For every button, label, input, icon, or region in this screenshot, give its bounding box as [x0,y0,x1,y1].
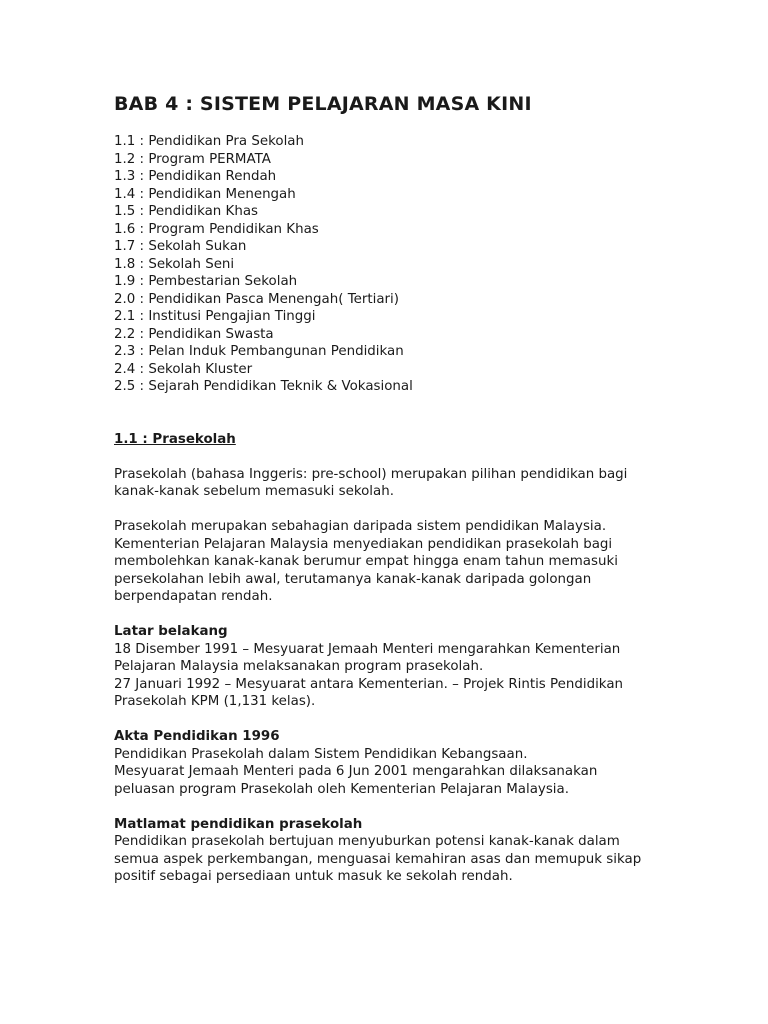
background-block [114,623,674,711]
toc-item: 1.7 : Sekolah Sukan [114,239,247,254]
toc-item: 2.4 : Sekolah Kluster [114,361,253,377]
goal-block [114,816,674,886]
paragraph-line: Prasekolah (bahasa Inggeris: pre-school) merupakan pilihan pendidikan bagi [114,466,628,482]
intro-paragraph [114,466,674,501]
goal-body [114,833,674,886]
toc-item: 1.3 : Pendidikan Rendah [114,169,277,184]
toc-item: 2.1 : Institusi Pengajian Tinggi [114,309,316,324]
paragraph-line: membolehkan kanak-kanak berumur empat hingga enam tahun memasuki [114,554,618,569]
paragraph-line: Mesyuarat Jemaah Menteri pada 6 Jun 2001 mengarahkan dilaksanakan [114,764,598,779]
toc-item: 1.4 : Pendidikan Menengah [114,186,296,202]
background-body [114,641,674,711]
toc-item: 1.9 : Pembestarian Sekolah [114,274,298,289]
paragraph-line: persekolahan lebih awal, terutamanya kanak-kanak daripada golongan [114,571,592,587]
paragraph-line: 18 Disember 1991 – Mesyuarat Jemaah Menteri mengarahkan Kementerian [114,641,621,657]
act-block [114,728,674,798]
toc-item: 1.1 : Pendidikan Pra Sekolah [114,134,304,149]
toc-item: 2.5 : Sejarah Pendidikan Teknik & Vokasional [114,379,413,394]
toc-item: 2.2 : Pendidikan Swasta [114,326,274,342]
paragraph-line: Kementerian Pelajaran Malaysia menyediakan pendidikan prasekolah bagi [114,536,613,552]
act-body [114,746,674,799]
act-heading: Akta Pendidikan 1996 [114,729,280,744]
paragraph-line: Pendidikan prasekolah bertujuan menyuburkan potensi kanak-kanak dalam [114,834,620,849]
system-paragraph [114,518,674,606]
paragraph-line: Pelajaran Malaysia melaksanakan program prasekolah. [114,659,484,674]
toc-item: 1.5 : Pendidikan Khas [114,204,259,219]
paragraph-line: semua aspek perkembangan, menguasai kemahiran asas dan memupuk sikap [114,851,642,867]
paragraph-line: kanak-kanak sebelum memasuki sekolah. [114,484,394,499]
paragraph-line: 27 Januari 1992 – Mesyuarat antara Kementerian. – Projek Rintis Pendidikan [114,676,624,692]
paragraph-line: Prasekolah KPM (1,131 kelas). [114,694,316,709]
paragraph-line: Prasekolah merupakan sebahagian daripada sistem pendidikan Malaysia. [114,519,607,534]
background-heading: Latar belakang [114,624,228,639]
toc-item: 1.6 : Program Pendidikan Khas [114,221,319,237]
document-title: BAB 4 : SISTEM PELAJARAN MASA KINI [114,93,532,115]
document-page [114,92,674,886]
goal-heading: Matlamat pendidikan prasekolah [114,816,363,832]
paragraph-line: peluasan program Prasekolah oleh Kementerian Pelajaran Malaysia. [114,781,569,797]
paragraph-line: positif sebagai persediaan untuk masuk ke sekolah rendah. [114,869,513,884]
toc-item: 2.3 : Pelan Induk Pembangunan Pendidikan [114,344,404,359]
toc-item: 2.0 : Pendidikan Pasca Menengah( Tertiari) [114,291,399,307]
section-heading: 1.1 : Prasekolah [114,431,236,447]
paragraph-line: Pendidikan Prasekolah dalam Sistem Pendidikan Kebangsaan. [114,746,528,762]
paragraph-line: berpendapatan rendah. [114,589,273,604]
toc-item: 1.8 : Sekolah Seni [114,256,235,272]
table-of-contents [114,133,674,396]
toc-item: 1.2 : Program PERMATA [114,151,271,167]
